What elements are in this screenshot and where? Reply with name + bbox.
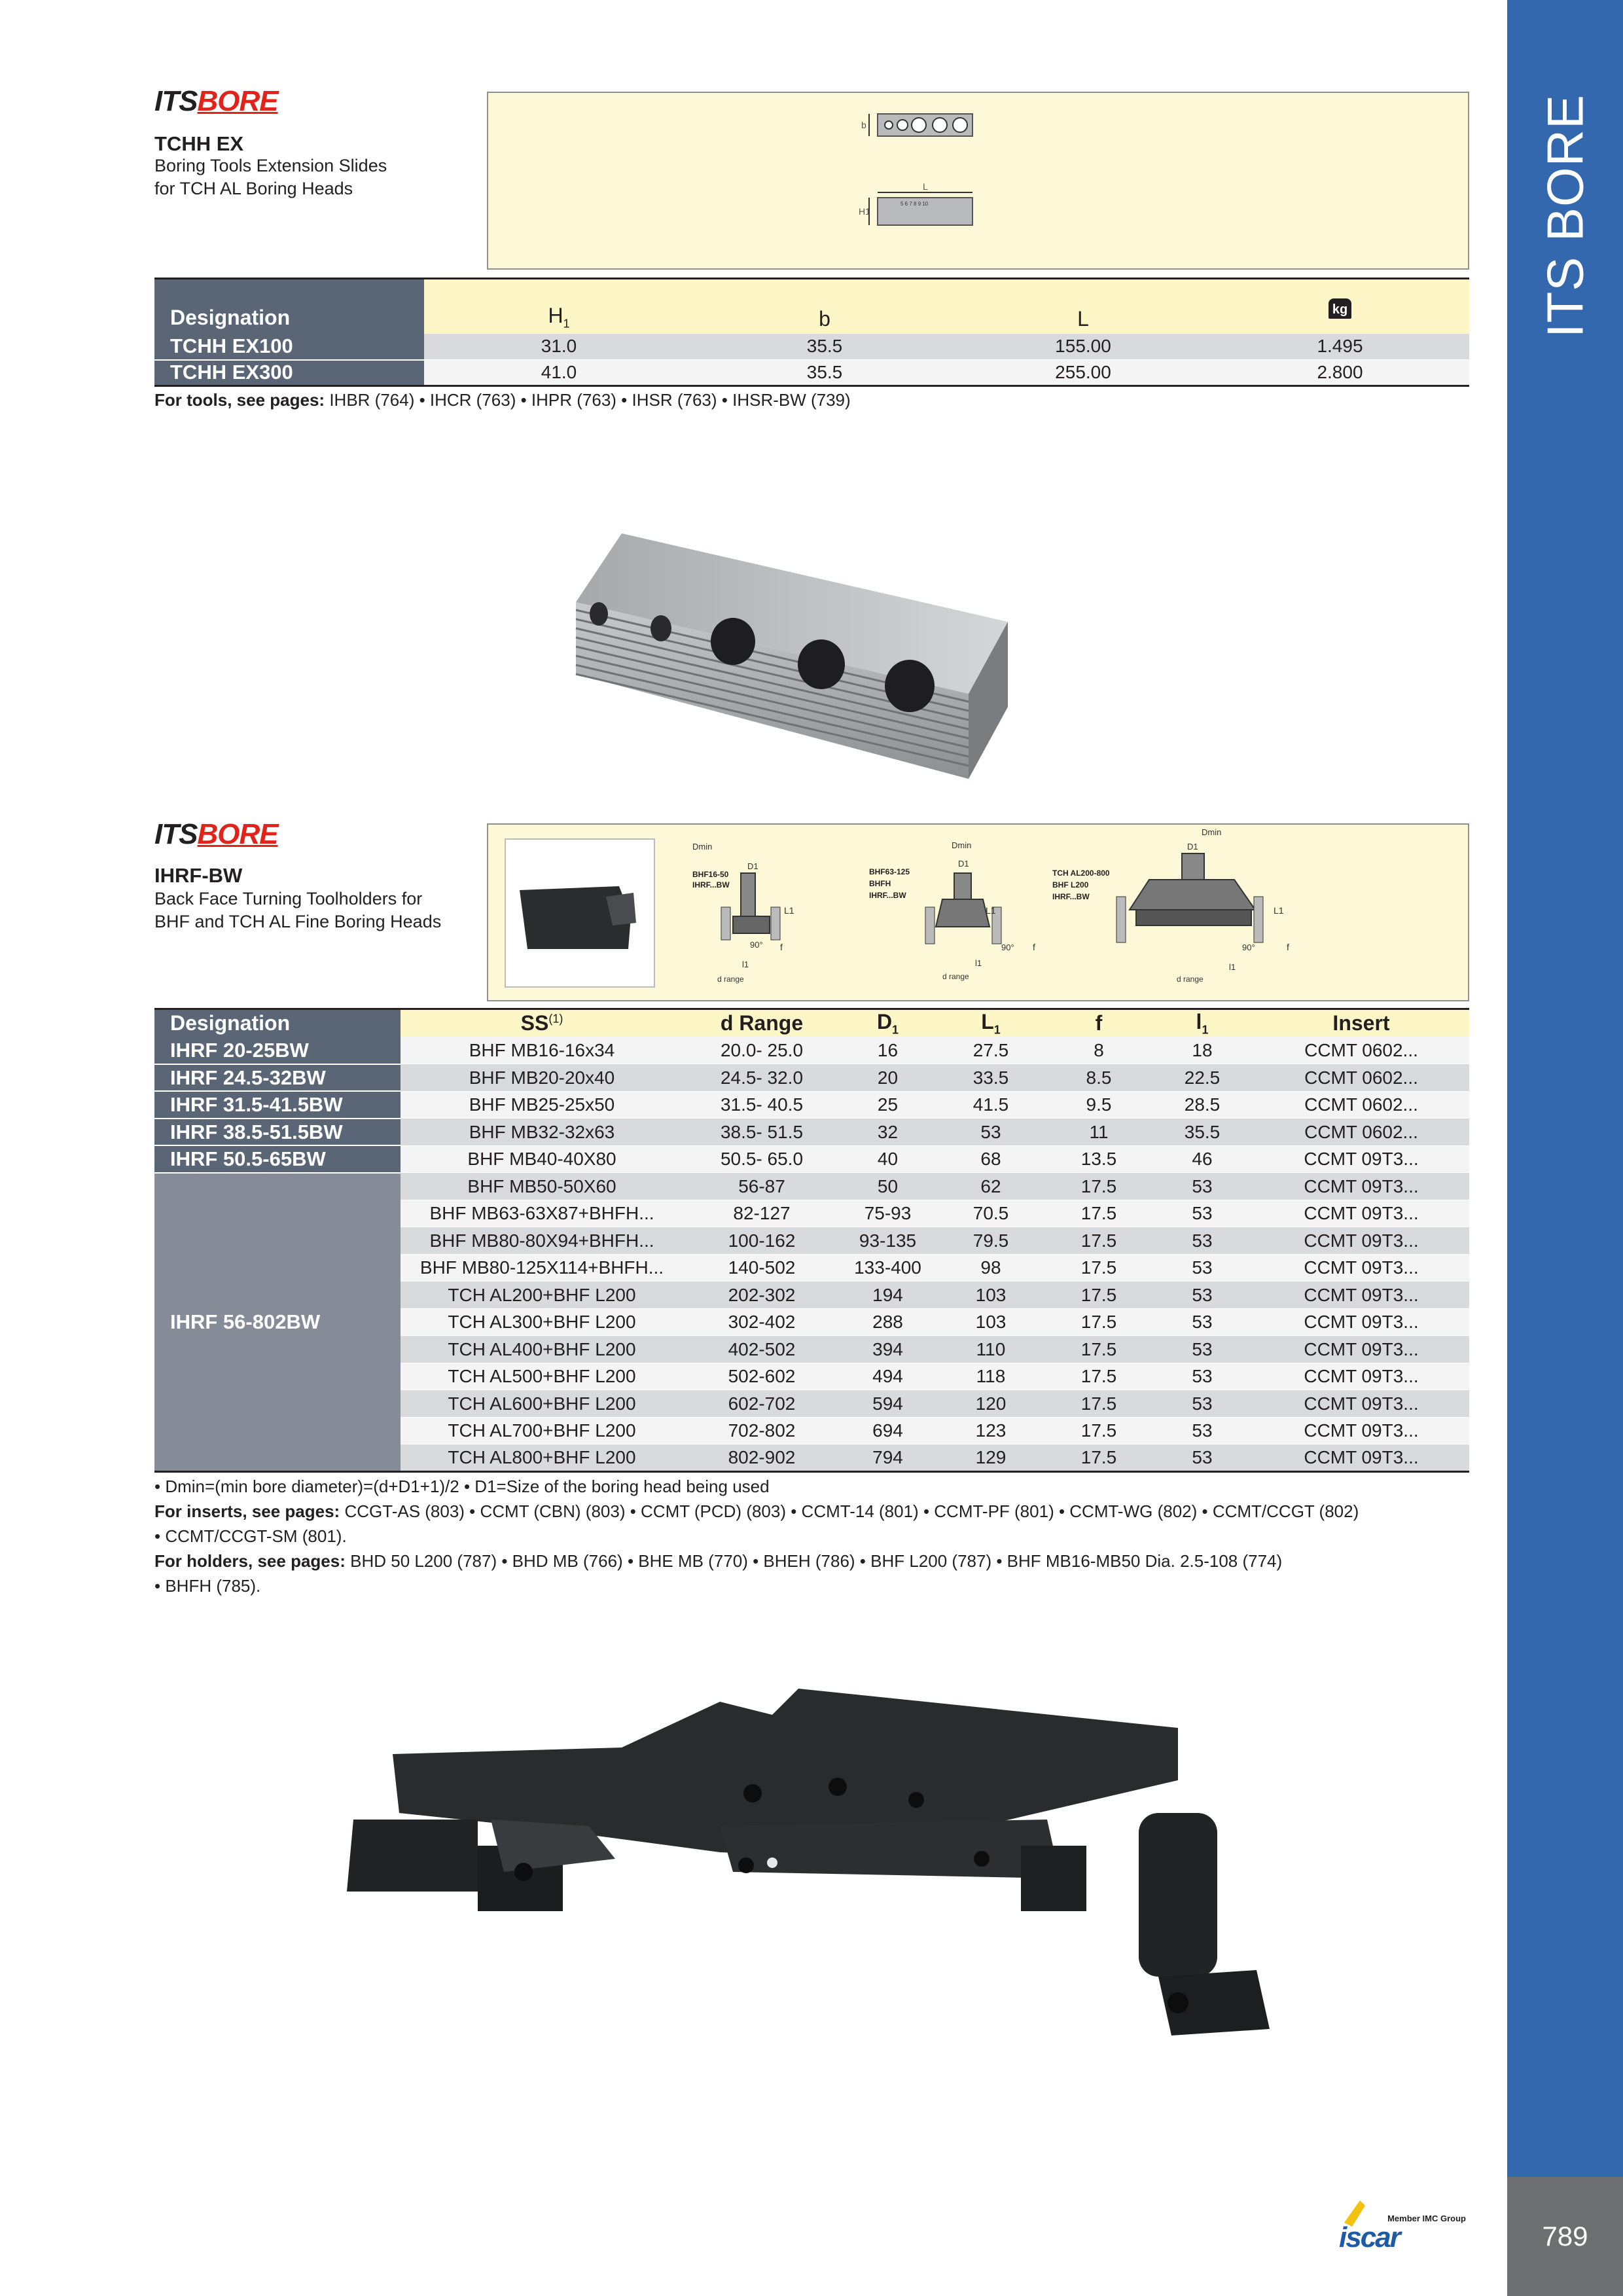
l1-label-1: L1 <box>784 905 794 916</box>
cell-insert: CCMT 09T3... <box>1253 1173 1469 1200</box>
table-row <box>154 1037 1469 1064</box>
l1-label-2: L1 <box>986 905 996 916</box>
page-number: 789 <box>1507 2177 1623 2296</box>
section-description-2: Back Face Turning Toolholders for BHF and TCH AL Fine Boring Heads <box>154 889 442 931</box>
dmin-footnote: • Dmin=(min bore diameter)=(d+D1+1)/2 • D1=Size of the boring head being used <box>154 1477 770 1496</box>
cell-l1: 53 <box>1151 1254 1253 1282</box>
cell-ss: TCH AL500+BHF L200 <box>401 1363 683 1390</box>
cell-l1: 53 <box>1151 1390 1253 1418</box>
row-designation: IHRF 50.5-65BW <box>154 1145 401 1173</box>
dmin-label-3: Dmin <box>1202 827 1222 837</box>
angle-label-2: 90° <box>1001 942 1014 952</box>
header-f: f <box>1046 1009 1151 1037</box>
cell-insert: CCMT 09T3... <box>1253 1282 1469 1309</box>
tools-note: For tools, see pages: IHBR (764) • IHCR (763) • IHPR (763) • IHSR (763) • IHSR-BW (739) <box>154 390 851 410</box>
table-row <box>154 1119 1469 1146</box>
header-d-range: d Range <box>683 1009 840 1037</box>
cell-l1: 53 <box>1151 1336 1253 1363</box>
cell-b: 35.5 <box>694 334 955 360</box>
cell-d-range: 140-502 <box>683 1254 840 1282</box>
tchh-ex-diagram <box>487 92 1469 270</box>
header-weight <box>1211 279 1469 334</box>
angle-label-1: 90° <box>750 940 763 950</box>
cell-f: 17.5 <box>1046 1227 1151 1255</box>
cell-l1: 68 <box>935 1145 1046 1173</box>
table-row <box>154 334 1469 360</box>
cell-l1: 118 <box>935 1363 1046 1390</box>
header-l1: $L_1$ <box>935 1009 1046 1037</box>
inserts-note-continued: • CCMT/CCGT-SM (801). <box>154 1526 347 1546</box>
header-d1: $D_1$ <box>840 1009 935 1037</box>
cell-ss: BHF MB50-50X60 <box>401 1173 683 1200</box>
head-label-3b: BHF L200 <box>1052 880 1089 889</box>
cell-insert: CCMT 09T3... <box>1253 1308 1469 1336</box>
cell-f: 11 <box>1046 1119 1151 1146</box>
cell-d1: 40 <box>840 1145 935 1173</box>
cell-l1: 53 <box>1151 1417 1253 1444</box>
toolholder-assembly-photo <box>327 1662 1296 2072</box>
scale-label: 5 6 7 8 9 10 <box>901 201 929 207</box>
cell-l1: 62 <box>935 1173 1046 1200</box>
row-designation: IHRF 20-25BW <box>154 1037 401 1064</box>
cell-l1: 53 <box>1151 1444 1253 1472</box>
cell-l1: 33.5 <box>935 1064 1046 1092</box>
cell-d1: 594 <box>840 1390 935 1418</box>
cell-d1: 32 <box>840 1119 935 1146</box>
cell-l1: 46 <box>1151 1145 1253 1173</box>
holder-label-3: IHRF...BW <box>1052 892 1090 901</box>
cell-h1: 31.0 <box>424 334 694 360</box>
table-row <box>154 1064 1469 1092</box>
l1-label-3: L1 <box>1274 905 1284 916</box>
f-label-2: f <box>1033 942 1035 952</box>
cell-d1: 133-400 <box>840 1254 935 1282</box>
cell-ss: TCH AL200+BHF L200 <box>401 1282 683 1309</box>
cell-l1: 103 <box>935 1282 1046 1309</box>
header-designation: Designation <box>154 279 424 334</box>
table-row <box>154 1173 1469 1200</box>
cell-ss: BHF MB40-40X80 <box>401 1145 683 1173</box>
cell-ss: BHF MB16-16x34 <box>401 1037 683 1064</box>
cell-l1: 27.5 <box>935 1037 1046 1064</box>
group-designation: IHRF 56-802BW <box>154 1173 401 1472</box>
cell-l: 155.00 <box>955 334 1211 360</box>
section-title-ihrf-bw: IHRF-BW <box>154 864 243 887</box>
cell-ss: TCH AL800+BHF L200 <box>401 1444 683 1472</box>
angle-label-3: 90° <box>1242 942 1255 952</box>
cell-f: 17.5 <box>1046 1282 1151 1309</box>
cell-f: 8.5 <box>1046 1064 1151 1092</box>
header-l: L <box>955 279 1211 334</box>
cell-d1: 288 <box>840 1308 935 1336</box>
header-b: b <box>694 279 955 334</box>
row-designation: TCHH EX300 <box>154 360 424 386</box>
cell-f: 17.5 <box>1046 1254 1151 1282</box>
head-label-2: BHF63-125 <box>869 867 910 876</box>
cell-d1: 93-135 <box>840 1227 935 1255</box>
cell-ss: BHF MB80-80X94+BHFH... <box>401 1227 683 1255</box>
head-label-3: TCH AL200-800 <box>1052 869 1110 878</box>
cell-insert: CCMT 09T3... <box>1253 1363 1469 1390</box>
cell-d-range: 50.5- 65.0 <box>683 1145 840 1173</box>
d1-label-3: D1 <box>1187 842 1198 852</box>
cell-weight: 1.495 <box>1211 334 1469 360</box>
table-row <box>154 1145 1469 1173</box>
cell-l1: 70.5 <box>935 1200 1046 1227</box>
cell-l1: 28.5 <box>1151 1091 1253 1119</box>
cell-d1: 20 <box>840 1064 935 1092</box>
small-l1-label-1: l1 <box>742 960 749 969</box>
cell-l1: 22.5 <box>1151 1064 1253 1092</box>
itsbore-logo: ITSBORE <box>154 85 278 117</box>
cell-l1: 41.5 <box>935 1091 1046 1119</box>
cell-insert: CCMT 09T3... <box>1253 1336 1469 1363</box>
row-designation: IHRF 24.5-32BW <box>154 1064 401 1092</box>
iscar-logo: Member IMC Group iscar <box>1335 2197 1466 2255</box>
cell-d-range: 56-87 <box>683 1173 840 1200</box>
cell-f: 17.5 <box>1046 1444 1151 1472</box>
inserts-note: For inserts, see pages: CCGT-AS (803) • CCMT (CBN) (803) • CCMT (PCD) (803) • CCMT-14 (801) • CCMT-PF (801) • CCMT-WG (802) • CCMT/CCGT (802) <box>154 1501 1359 1521</box>
cell-f: 17.5 <box>1046 1336 1151 1363</box>
cell-l1: 53 <box>1151 1282 1253 1309</box>
cell-insert: CCMT 09T3... <box>1253 1417 1469 1444</box>
cell-d-range: 24.5- 32.0 <box>683 1064 840 1092</box>
cell-f: 17.5 <box>1046 1390 1151 1418</box>
cell-l1: 110 <box>935 1336 1046 1363</box>
cell-h1: 41.0 <box>424 360 694 386</box>
section-description: Boring Tools Extension Slides for TCH AL Boring Heads <box>154 156 387 198</box>
cell-d-range: 802-902 <box>683 1444 840 1472</box>
cell-f: 17.5 <box>1046 1363 1151 1390</box>
cell-ss: TCH AL400+BHF L200 <box>401 1336 683 1363</box>
cell-d1: 75-93 <box>840 1200 935 1227</box>
cell-d1: 394 <box>840 1336 935 1363</box>
cell-ss: TCH AL700+BHF L200 <box>401 1417 683 1444</box>
ihrf-bw-table <box>154 1008 1469 1473</box>
cell-insert: CCMT 09T3... <box>1253 1390 1469 1418</box>
cell-d-range: 82-127 <box>683 1200 840 1227</box>
cell-l1: 53 <box>1151 1200 1253 1227</box>
cell-insert: CCMT 09T3... <box>1253 1254 1469 1282</box>
holders-note: For holders, see pages: BHD 50 L200 (787) • BHD MB (766) • BHE MB (770) • BHEH (786) • BHF L200 (787) • BHF MB16-MB50 Dia. 2.5-108 (774) <box>154 1551 1283 1571</box>
itsbore-logo-2: ITSBORE <box>154 818 278 850</box>
cell-d1: 194 <box>840 1282 935 1309</box>
drange-label-1: d range <box>717 975 744 984</box>
row-designation: IHRF 38.5-51.5BW <box>154 1119 401 1146</box>
header-insert: Insert <box>1253 1009 1469 1037</box>
cell-l1: 129 <box>935 1444 1046 1472</box>
cell-ss: BHF MB63-63X87+BHFH... <box>401 1200 683 1227</box>
cell-f: 17.5 <box>1046 1308 1151 1336</box>
cell-insert: CCMT 0602... <box>1253 1037 1469 1064</box>
side-band-title: ITS BORE <box>1536 94 1594 338</box>
cell-insert: CCMT 09T3... <box>1253 1227 1469 1255</box>
dmin-label-1: Dmin <box>692 842 713 852</box>
cell-ss: TCH AL300+BHF L200 <box>401 1308 683 1336</box>
cell-d-range: 302-402 <box>683 1308 840 1336</box>
cell-d-range: 402-502 <box>683 1336 840 1363</box>
ihrf-notes <box>154 1474 1469 1598</box>
cell-f: 8 <box>1046 1037 1151 1064</box>
cell-f: 17.5 <box>1046 1173 1151 1200</box>
header-small-l1: $l_1$ <box>1151 1009 1253 1037</box>
extension-slide-photo <box>563 524 1021 789</box>
holder-label-2: IHRF...BW <box>869 891 906 900</box>
table-row <box>154 1091 1469 1119</box>
cell-l1: 35.5 <box>1151 1119 1253 1146</box>
cell-d-range: 20.0- 25.0 <box>683 1037 840 1064</box>
weight-kg-icon: kg <box>1329 298 1351 319</box>
cell-insert: CCMT 0602... <box>1253 1091 1469 1119</box>
cell-d-range: 702-802 <box>683 1417 840 1444</box>
cell-ss: BHF MB32-32x63 <box>401 1119 683 1146</box>
cell-l1: 53 <box>935 1119 1046 1146</box>
cell-d-range: 502-602 <box>683 1363 840 1390</box>
row-designation: IHRF 31.5-41.5BW <box>154 1091 401 1119</box>
cell-ss: BHF MB80-125X114+BHFH... <box>401 1254 683 1282</box>
cell-insert: CCMT 09T3... <box>1253 1145 1469 1173</box>
cell-l: 255.00 <box>955 360 1211 386</box>
cell-l1: 79.5 <box>935 1227 1046 1255</box>
small-l1-label-2: l1 <box>975 958 982 968</box>
drange-label-3: d range <box>1177 975 1204 984</box>
dim-b-label: b <box>861 120 866 130</box>
cell-ss: BHF MB20-20x40 <box>401 1064 683 1092</box>
cell-d1: 694 <box>840 1417 935 1444</box>
cell-d1: 794 <box>840 1444 935 1472</box>
cell-l1: 53 <box>1151 1363 1253 1390</box>
cell-l1: 123 <box>935 1417 1046 1444</box>
cell-insert: CCMT 0602... <box>1253 1064 1469 1092</box>
d1-label-1: D1 <box>747 861 758 871</box>
cell-d-range: 31.5- 40.5 <box>683 1091 840 1119</box>
drange-label-2: d range <box>942 972 969 981</box>
cell-l1: 120 <box>935 1390 1046 1418</box>
cell-ss: BHF MB25-25x50 <box>401 1091 683 1119</box>
section-title-tchh-ex: TCHH EX <box>154 132 244 155</box>
cell-insert: CCMT 09T3... <box>1253 1200 1469 1227</box>
cell-d1: 16 <box>840 1037 935 1064</box>
f-label-3: f <box>1287 942 1289 952</box>
cell-l1: 103 <box>935 1308 1046 1336</box>
row-designation: TCHH EX100 <box>154 334 424 360</box>
header-ss: SS$^{(1)}$ <box>401 1009 683 1037</box>
cell-d-range: 602-702 <box>683 1390 840 1418</box>
header-designation: Designation <box>154 1009 401 1037</box>
cell-l1: 53 <box>1151 1308 1253 1336</box>
dim-h1-label: H1 <box>859 206 870 217</box>
table-row <box>154 360 1469 386</box>
dim-l-label: L <box>923 181 928 192</box>
head-label-2b: BHFH <box>869 879 891 888</box>
cell-weight: 2.800 <box>1211 360 1469 386</box>
cell-d1: 25 <box>840 1091 935 1119</box>
cell-l1: 18 <box>1151 1037 1253 1064</box>
cell-b: 35.5 <box>694 360 955 386</box>
cell-insert: CCMT 0602... <box>1253 1119 1469 1146</box>
cell-d-range: 202-302 <box>683 1282 840 1309</box>
ihrf-bw-diagram <box>487 823 1469 1001</box>
cell-f: 17.5 <box>1046 1200 1151 1227</box>
cell-d-range: 38.5- 51.5 <box>683 1119 840 1146</box>
cell-l1: 53 <box>1151 1227 1253 1255</box>
holder-label-1: IHRF...BW <box>692 880 730 889</box>
cell-f: 13.5 <box>1046 1145 1151 1173</box>
cell-l1: 53 <box>1151 1173 1253 1200</box>
cell-l1: 98 <box>935 1254 1046 1282</box>
dmin-label-2: Dmin <box>952 840 972 850</box>
cell-f: 9.5 <box>1046 1091 1151 1119</box>
cell-f: 17.5 <box>1046 1417 1151 1444</box>
cell-d1: 494 <box>840 1363 935 1390</box>
head-label-1: BHF16-50 <box>692 870 729 879</box>
cell-insert: CCMT 09T3... <box>1253 1444 1469 1472</box>
small-l1-label-3: l1 <box>1229 962 1236 972</box>
cell-d-range: 100-162 <box>683 1227 840 1255</box>
d1-label-2: D1 <box>958 859 969 869</box>
cell-ss: TCH AL600+BHF L200 <box>401 1390 683 1418</box>
header-h1: $H_1$ <box>424 279 694 334</box>
cell-d1: 50 <box>840 1173 935 1200</box>
holders-note-continued: • BHFH (785). <box>154 1576 261 1596</box>
tchh-ex-table <box>154 278 1469 387</box>
f-label-1: f <box>780 942 783 952</box>
